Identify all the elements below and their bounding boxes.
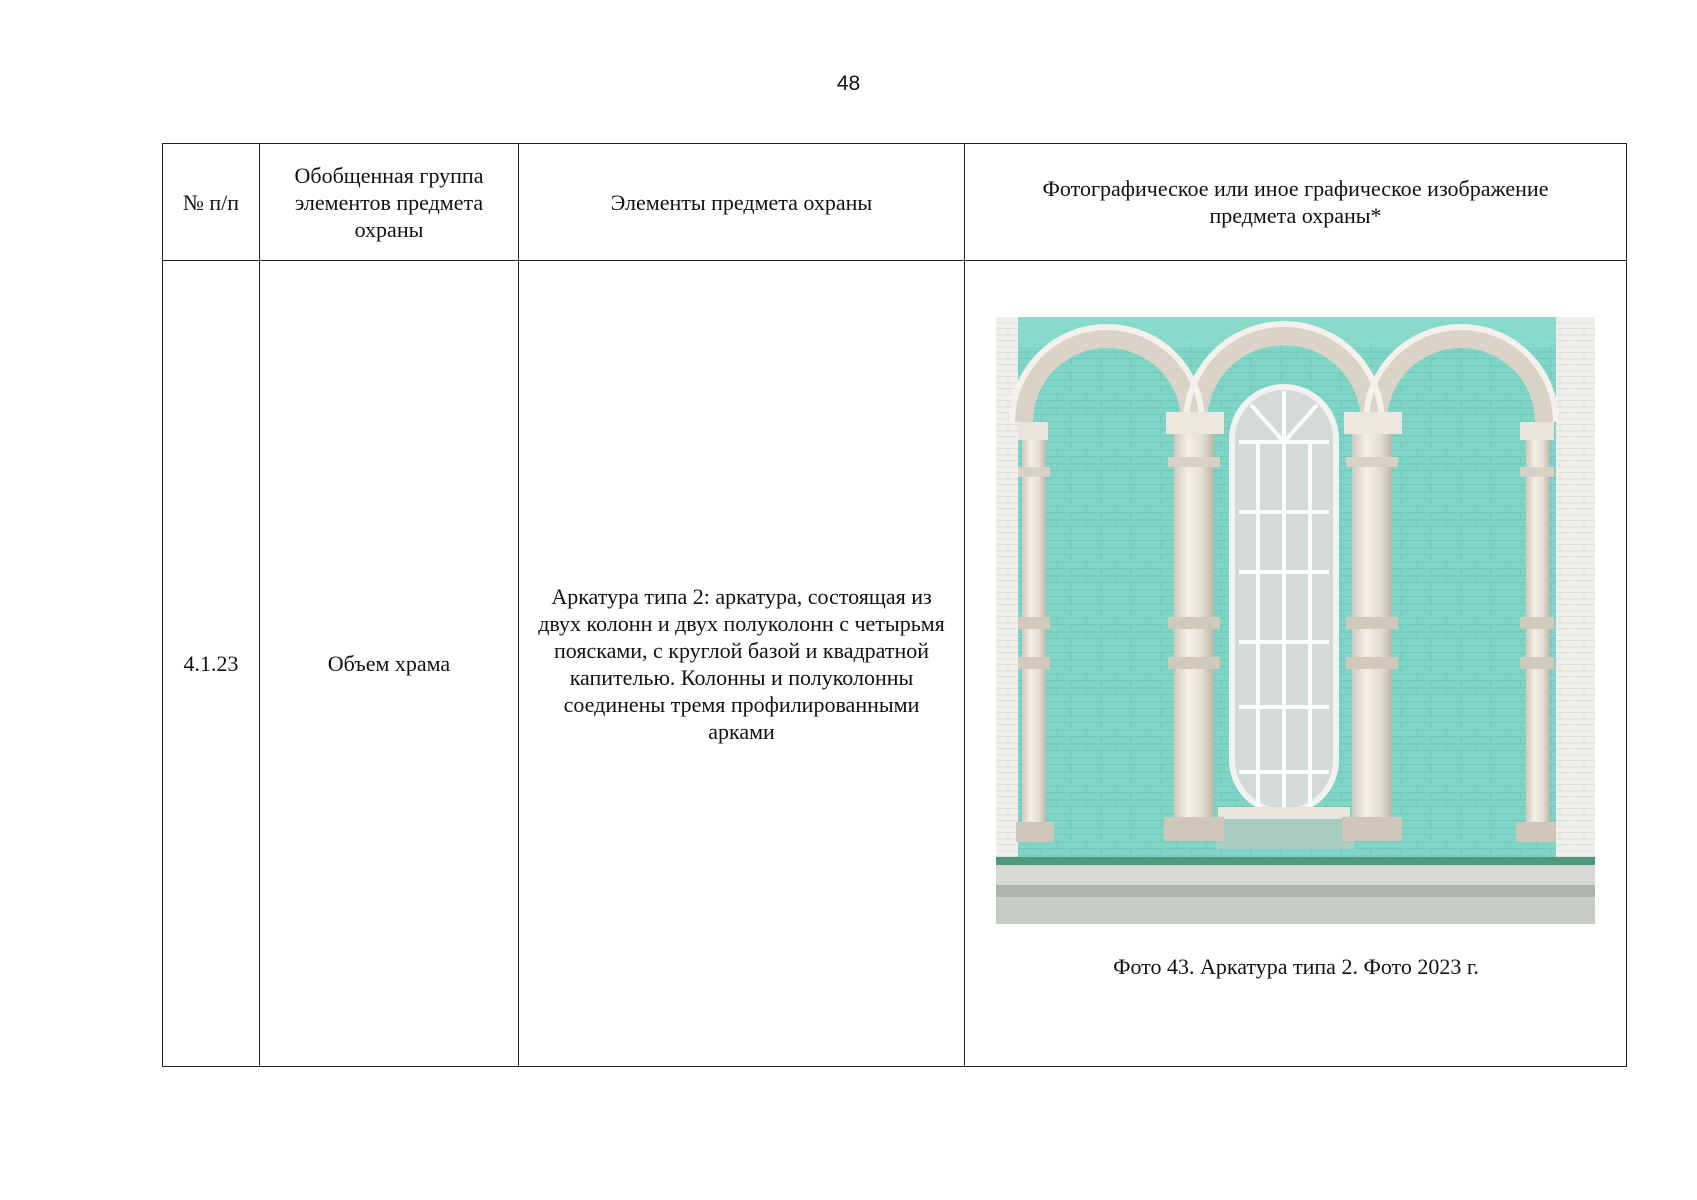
row-num: 4.1.23 — [163, 261, 260, 1067]
page-number: 48 — [836, 72, 861, 95]
table-row — [163, 261, 1627, 1067]
photo-caption: Фото 43. Аркатура типа 2. Фото 2023 г. — [1113, 954, 1479, 979]
row-photo-cell — [965, 261, 1627, 1067]
header-group: Обобщенная группа элементов предмета охраны — [260, 144, 519, 261]
row-elements: Аркатура типа 2: аркатура, состоящая из двух колонн и двух полуколонн с четырьмя поясками, с круглой базой и квадратной капителью. Колонны и полуколонны соединены тремя профилированными арками — [519, 261, 965, 1067]
protection-elements-table — [162, 143, 1627, 1067]
header-photo: Фотографическое или иное графическое изображение предмета охраны* — [965, 144, 1627, 261]
row-group: Объем храма — [260, 261, 519, 1067]
table-header-row — [163, 144, 1627, 261]
header-elements: Элементы предмета охраны — [519, 144, 965, 261]
arcade-photo — [996, 317, 1595, 924]
header-num: № п/п — [163, 144, 260, 261]
